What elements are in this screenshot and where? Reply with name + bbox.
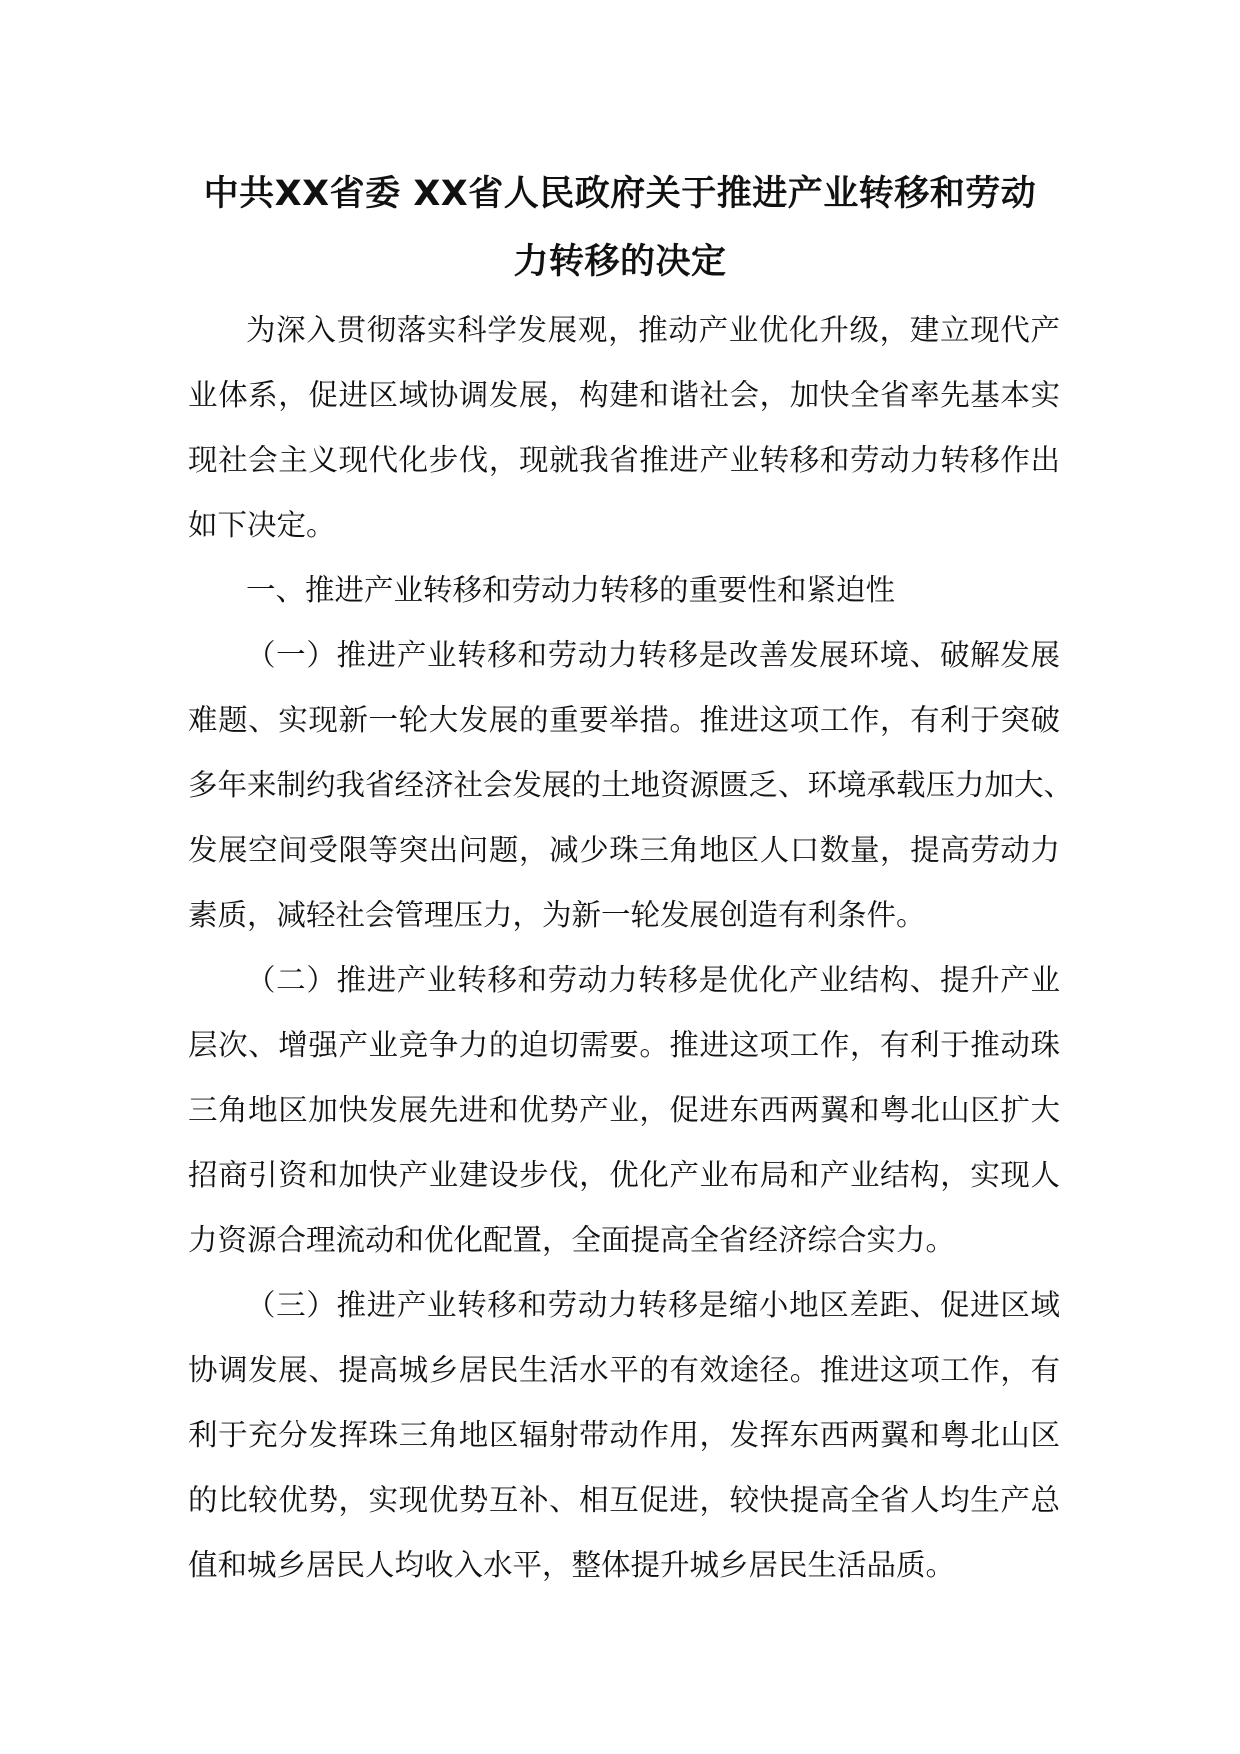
text-line: 难题、实现新一轮大发展的重要举措。推进这项工作，有利于突破 xyxy=(188,703,1060,737)
text-line: 如下决定。 xyxy=(188,508,336,542)
text-line: 素质，减轻社会管理压力，为新一轮发展创造有利条件。 xyxy=(188,898,926,932)
text-line: 现社会主义现代化步伐，现就我省推进产业转移和劳动力转移作出 xyxy=(188,443,1060,477)
document-body xyxy=(188,298,1074,1598)
paragraph-1 xyxy=(188,623,1074,948)
paragraph-2 xyxy=(188,948,1060,1273)
text-line: （一）推进产业转移和劳动力转移是改善发展环境、破解发展 xyxy=(246,638,1060,672)
title-line-2: 力转移的决定 xyxy=(513,242,727,282)
text-line: 的比较优势，实现优势互补、相互促进，较快提高全省人均生产总 xyxy=(188,1483,1060,1517)
text-line: 三角地区加快发展先进和优势产业，促进东西两翼和粤北山区扩大 xyxy=(188,1093,1060,1127)
text-line: 为深入贯彻落实科学发展观，推动产业优化升级，建立现代产 xyxy=(246,313,1060,347)
text-line: 协调发展、提高城乡居民生活水平的有效途径。推进这项工作，有 xyxy=(188,1353,1060,1387)
text-line: 发展空间受限等突出问题，减少珠三角地区人口数量，提高劳动力 xyxy=(188,833,1060,867)
paragraph-intro xyxy=(188,298,1060,558)
section-heading-1 xyxy=(188,558,1060,623)
text-line: 一、推进产业转移和劳动力转移的重要性和紧迫性 xyxy=(246,573,896,607)
text-line: 业体系，促进区域协调发展，构建和谐社会，加快全省率先基本实 xyxy=(188,378,1060,412)
text-line: 招商引资和加快产业建设步伐，优化产业布局和产业结构，实现人 xyxy=(188,1158,1060,1192)
text-line: （三）推进产业转移和劳动力转移是缩小地区差距、促进区域 xyxy=(246,1288,1060,1322)
paragraph-3 xyxy=(188,1273,1060,1598)
document-title xyxy=(160,160,1080,296)
text-line: （二）推进产业转移和劳动力转移是优化产业结构、提升产业 xyxy=(246,963,1060,997)
text-line: 利于充分发挥珠三角地区辐射带动作用，发挥东西两翼和粤北山区 xyxy=(188,1418,1060,1452)
title-line-1: 中共XX省委 XX省人民政府关于推进产业转移和劳动 xyxy=(203,174,1037,214)
text-line: 多年来制约我省经济社会发展的土地资源匮乏、环境承载压力加大、 xyxy=(188,768,1074,802)
text-line: 力资源合理流动和优化配置，全面提高全省经济综合实力。 xyxy=(188,1223,956,1257)
text-line: 值和城乡居民人均收入水平，整体提升城乡居民生活品质。 xyxy=(188,1548,956,1582)
text-line: 层次、增强产业竞争力的迫切需要。推进这项工作，有利于推动珠 xyxy=(188,1028,1060,1062)
